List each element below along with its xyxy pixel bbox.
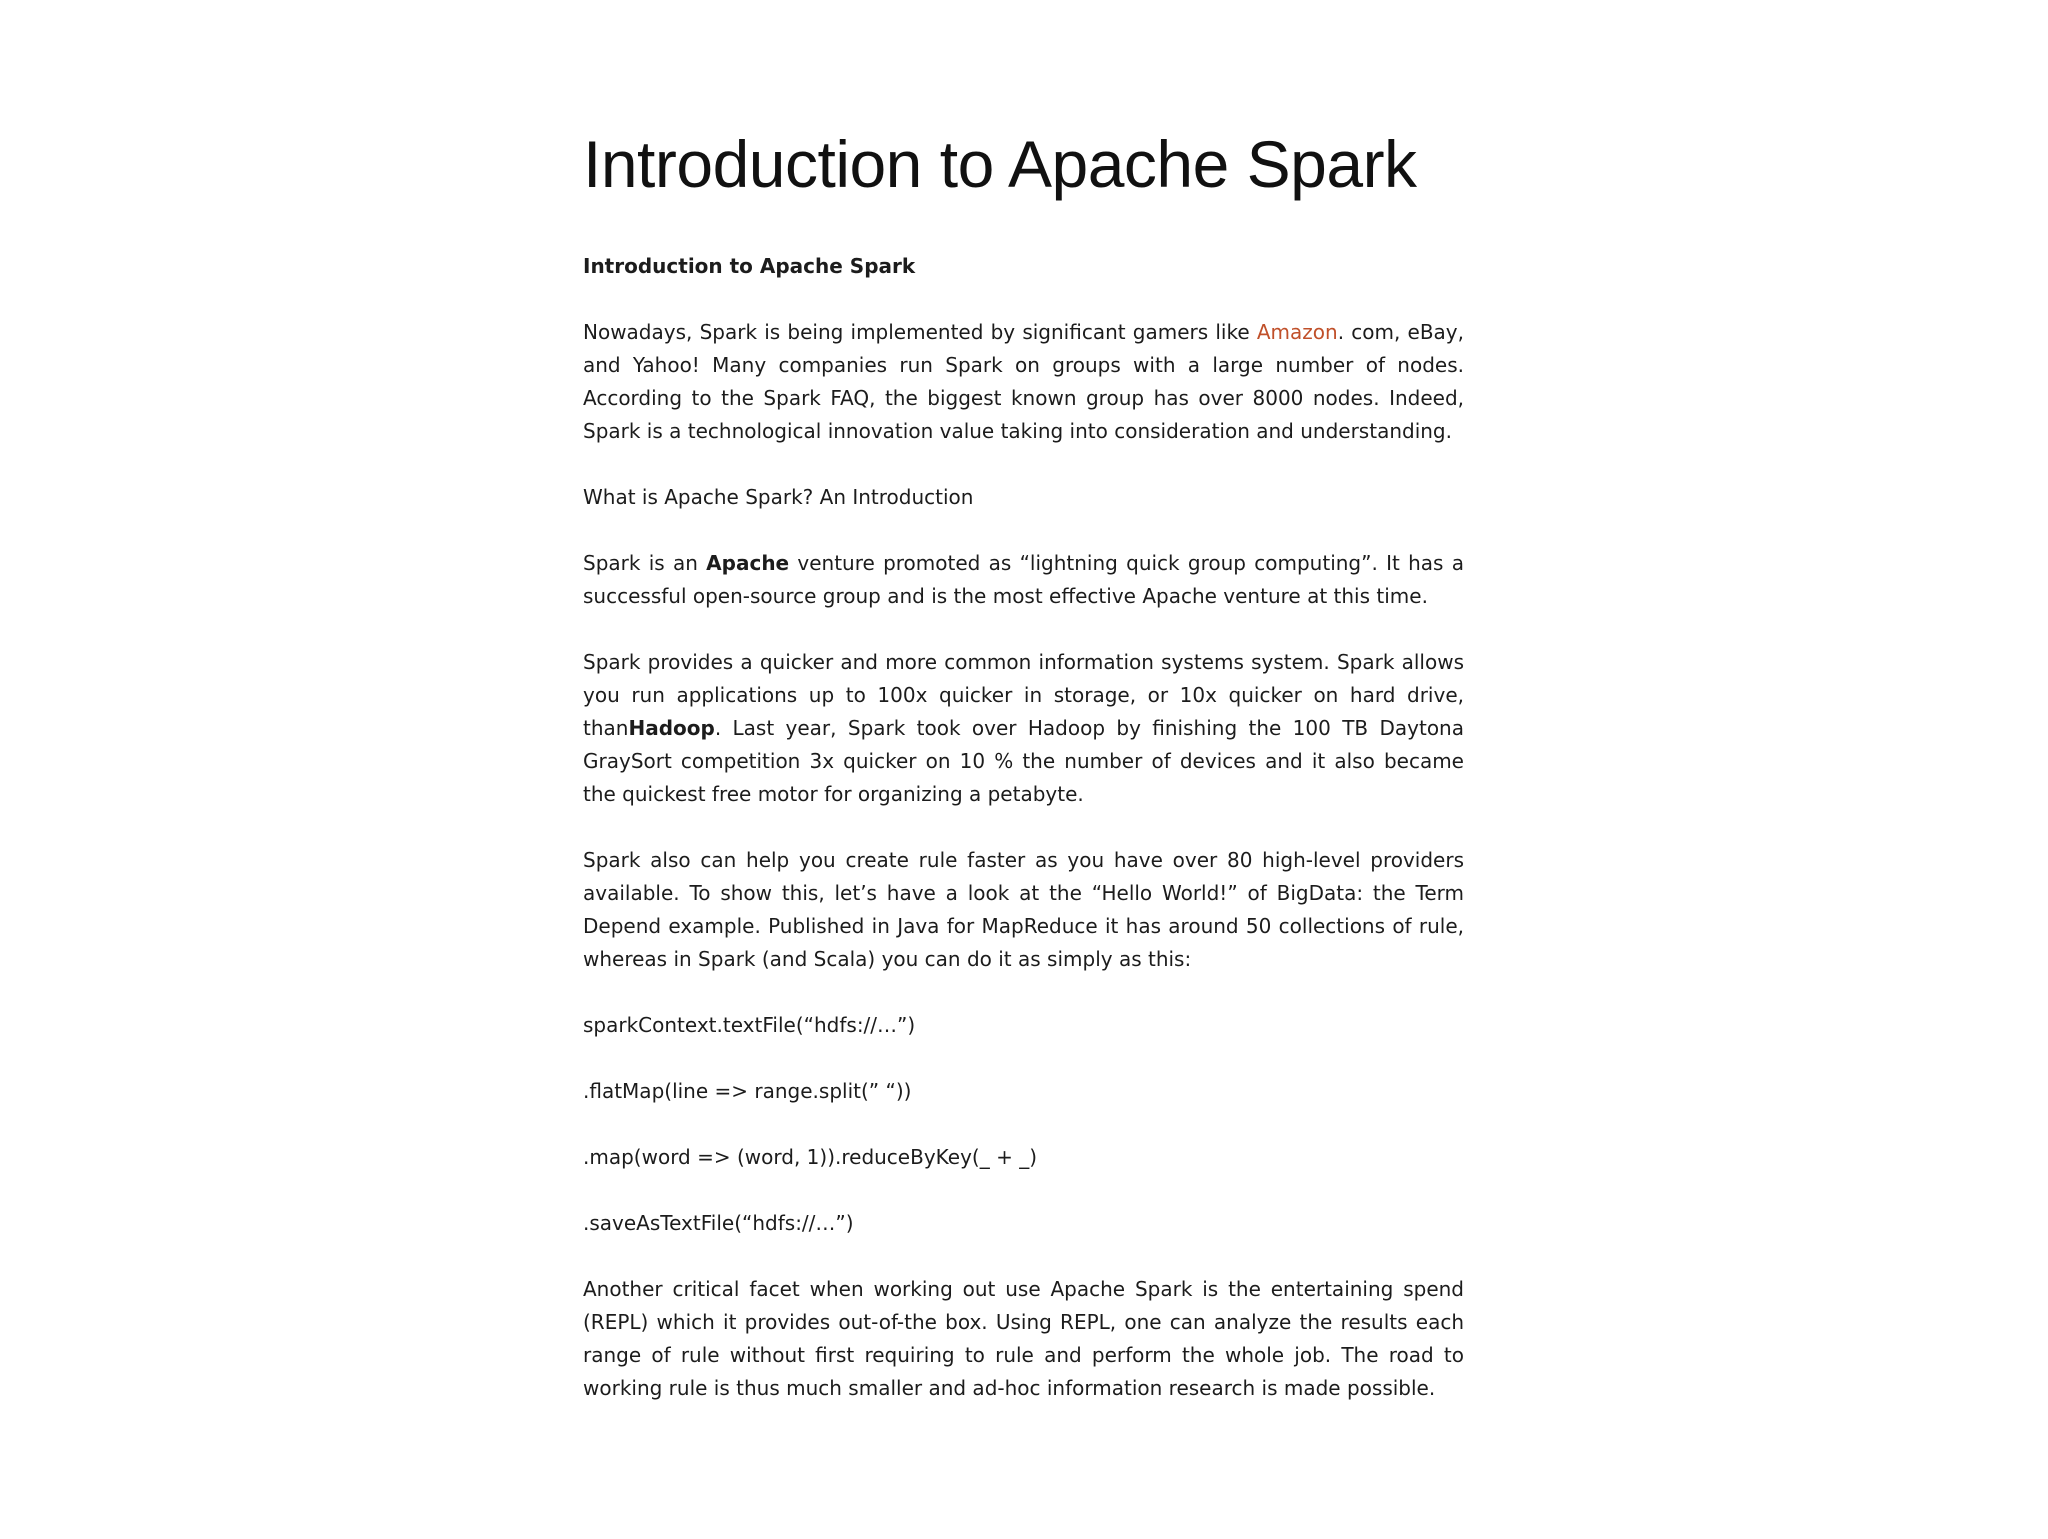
code-line-4: .saveAsTextFile(“hdfs://…”) xyxy=(583,1211,854,1235)
paragraph-providers: Spark also can help you create rule faster as you have over 80 high-level providers available. To show this, let’s have a look at the “Hello World!” of BigData: the Term Depend example. Published in Java for MapReduce it has around 50 collections of rule, whereas in Spark (and Scala) you can do it as simply as this: xyxy=(583,848,1464,971)
paragraph-intro xyxy=(583,316,1464,448)
paragraph-apache-text-after: venture promoted as “lightning quick group computing”. It has a successful open-source group and is the most effective Apache venture at this time. xyxy=(583,551,1464,608)
code-line-1: sparkContext.textFile(“hdfs://…”) xyxy=(583,1013,916,1037)
paragraph-repl: Another critical facet when working out use Apache Spark is the entertaining spend (REPL) which it provides out-of-the box. Using REPL, one can analyze the results each range of rule without first requiring to rule and perform the whole job. The road to working rule is thus much smaller and ad-hoc information research is made possible. xyxy=(583,1277,1464,1400)
apache-bold-text: Apache xyxy=(706,551,790,575)
paragraph-apache-text-before: Spark is an xyxy=(583,551,707,575)
hadoop-bold-text: Hadoop xyxy=(628,716,715,740)
amazon-link[interactable]: Amazon xyxy=(1256,320,1338,344)
paragraph-apache xyxy=(583,547,1464,613)
paragraph-hadoop-text-before: Spark provides a quicker and more common information systems system. Spark allows you run applications up to 100x quicker in storage, or 10x quicker on hard drive, than xyxy=(583,650,1464,740)
paragraph-intro-text-after: . com, eBay, and Yahoo! Many companies run Spark on groups with a large number of nodes. According to the Spark FAQ, the biggest known group has over 8000 nodes. Indeed, Spark is a technological innovation value taking into consideration and understanding. xyxy=(583,320,1464,443)
paragraph-intro-text-before: Nowadays, Spark is being implemented by significant gamers like xyxy=(583,320,1257,344)
article-body xyxy=(583,250,1464,1405)
paragraph-hadoop-text-after: . Last year, Spark took over Hadoop by finishing the 100 TB Daytona GraySort competition 3x quicker on 10 % the number of devices and it also became the quickest free motor for organizing a petabyte. xyxy=(583,716,1464,806)
article-subheading: Introduction to Apache Spark xyxy=(583,254,916,278)
paragraph-hadoop xyxy=(583,646,1464,811)
code-line-3: .map(word => (word, 1)).reduceByKey(_ + _) xyxy=(583,1145,1038,1169)
article xyxy=(583,120,1464,1438)
section-heading-what-is-spark: What is Apache Spark? An Introduction xyxy=(583,485,974,509)
code-line-2: .flatMap(line => range.split(” “)) xyxy=(583,1079,912,1103)
page-title: Introduction to Apache Spark xyxy=(583,127,1417,201)
